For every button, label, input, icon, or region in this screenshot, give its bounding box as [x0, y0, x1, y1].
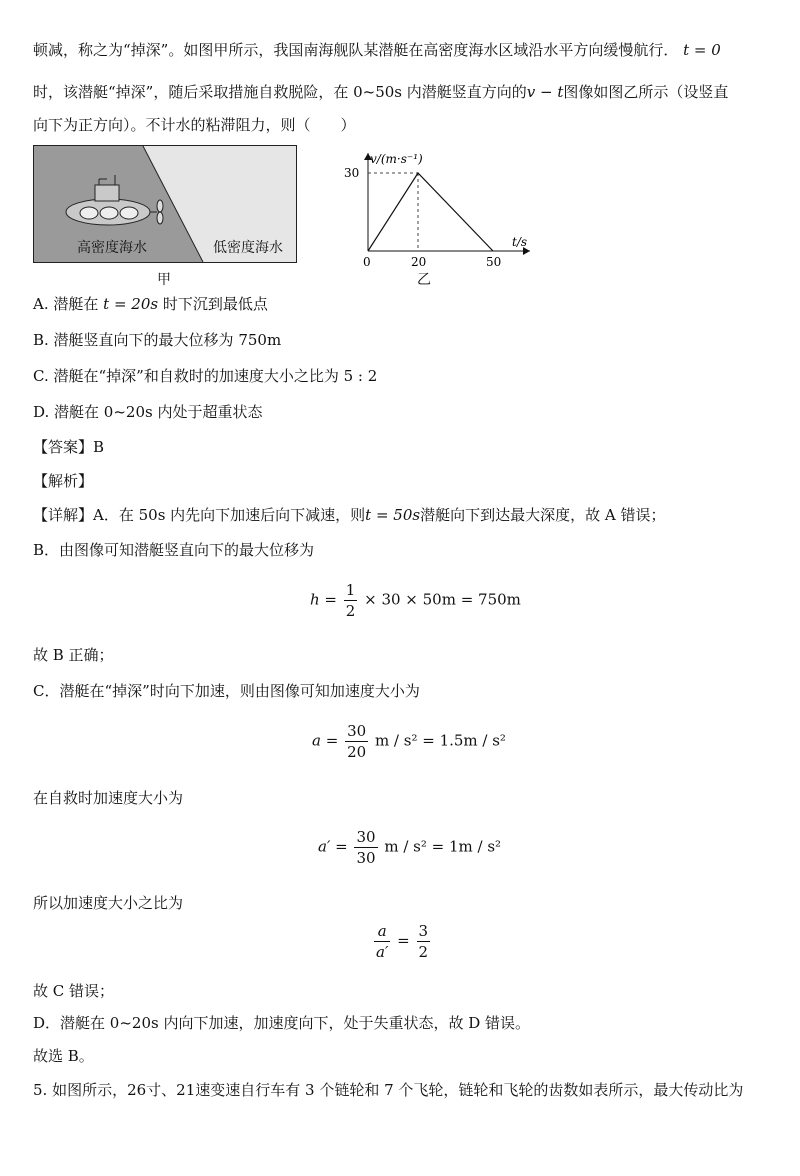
x-axis-label: t/s	[512, 235, 528, 249]
answer-line: 【答案】B	[33, 438, 105, 456]
equation-h: h = $\frac{1}{2}$ × 30 × 50m = 750m	[310, 581, 521, 620]
next-question: 5. 如图所示，26寸、21速变速自行车有 3 个链轮和 7 个飞轮，链轮和飞轮的齿数如表所示，最大传动比为	[33, 1081, 744, 1099]
question-line-1: 顿减，称之为“掉深”。如图甲所示，我国南海舰队某潜艇在高密度海水区域沿水平方向缓慢航行． t = 0	[33, 41, 721, 59]
ratio-line: 所以加速度大小之比为	[33, 894, 184, 912]
final-answer: 故选 B。	[33, 1047, 94, 1065]
high-density-label: 高密度海水	[77, 240, 147, 256]
analysis-title: 【解析】	[33, 472, 94, 490]
y-axis-label: v/(m·s⁻¹)	[370, 152, 423, 166]
figure-jia	[33, 145, 298, 288]
equation-ratio: $\frac{a}{a'}$ = $\frac{3}{2}$	[376, 922, 429, 961]
x-tick-20: 20	[411, 255, 427, 269]
figure-yi-caption: 乙	[417, 272, 431, 288]
figure-yi	[330, 145, 540, 288]
velocity-line	[368, 173, 493, 251]
b-conclusion: 故 B 正确；	[33, 646, 114, 664]
option-b: B. 潜艇竖直向下的最大位移为 750m	[33, 331, 282, 349]
option-a: A. 潜艇在 t = 20s 时下沉到最低点	[33, 295, 268, 313]
y-tick-30: 30	[344, 166, 360, 180]
detail-c-2: 在自救时加速度大小为	[33, 789, 184, 807]
question-line-2: 时，该潜艇“掉深”，随后采取措施自救脱险，在 0~50s 内潜艇竖直方向的v − t图像如图乙所示（设竖直	[33, 83, 729, 101]
detail-c: C．潜艇在“掉深”时向下加速，则由图像可知加速度大小为	[33, 682, 420, 700]
c-conclusion: 故 C 错误；	[33, 982, 115, 1000]
detail-b: B．由图像可知潜艇竖直向下的最大位移为	[33, 541, 315, 559]
equation-a: a = $\frac{30}{20}$ m / s² = 1.5m / s²	[312, 722, 506, 761]
equation-a-prime: a′ = $\frac{30}{30}$ m / s² = 1m / s²	[318, 828, 502, 867]
option-c: C. 潜艇在“掉深”和自救时的加速度大小之比为 5 : 2	[33, 367, 378, 385]
x-tick-50: 50	[486, 255, 502, 269]
vt-chart	[330, 145, 540, 275]
origin-label: 0	[363, 255, 371, 269]
option-d: D. 潜艇在 0~20s 内处于超重状态	[33, 403, 263, 421]
question-line-3: 向下为正方向）。不计水的粘滞阻力，则（ ）	[33, 116, 356, 134]
detail-a: 【详解】A．在 50s 内先向下加速后向下减速，则t = 50s潜艇向下到达最大深度，故 A 错误；	[33, 506, 666, 524]
detail-d: D．潜艇在 0~20s 内向下加速，加速度向下，处于失重状态，故 D 错误。	[33, 1014, 531, 1032]
figure-jia-caption: 甲	[157, 272, 171, 288]
low-density-label: 低密度海水	[213, 240, 283, 256]
